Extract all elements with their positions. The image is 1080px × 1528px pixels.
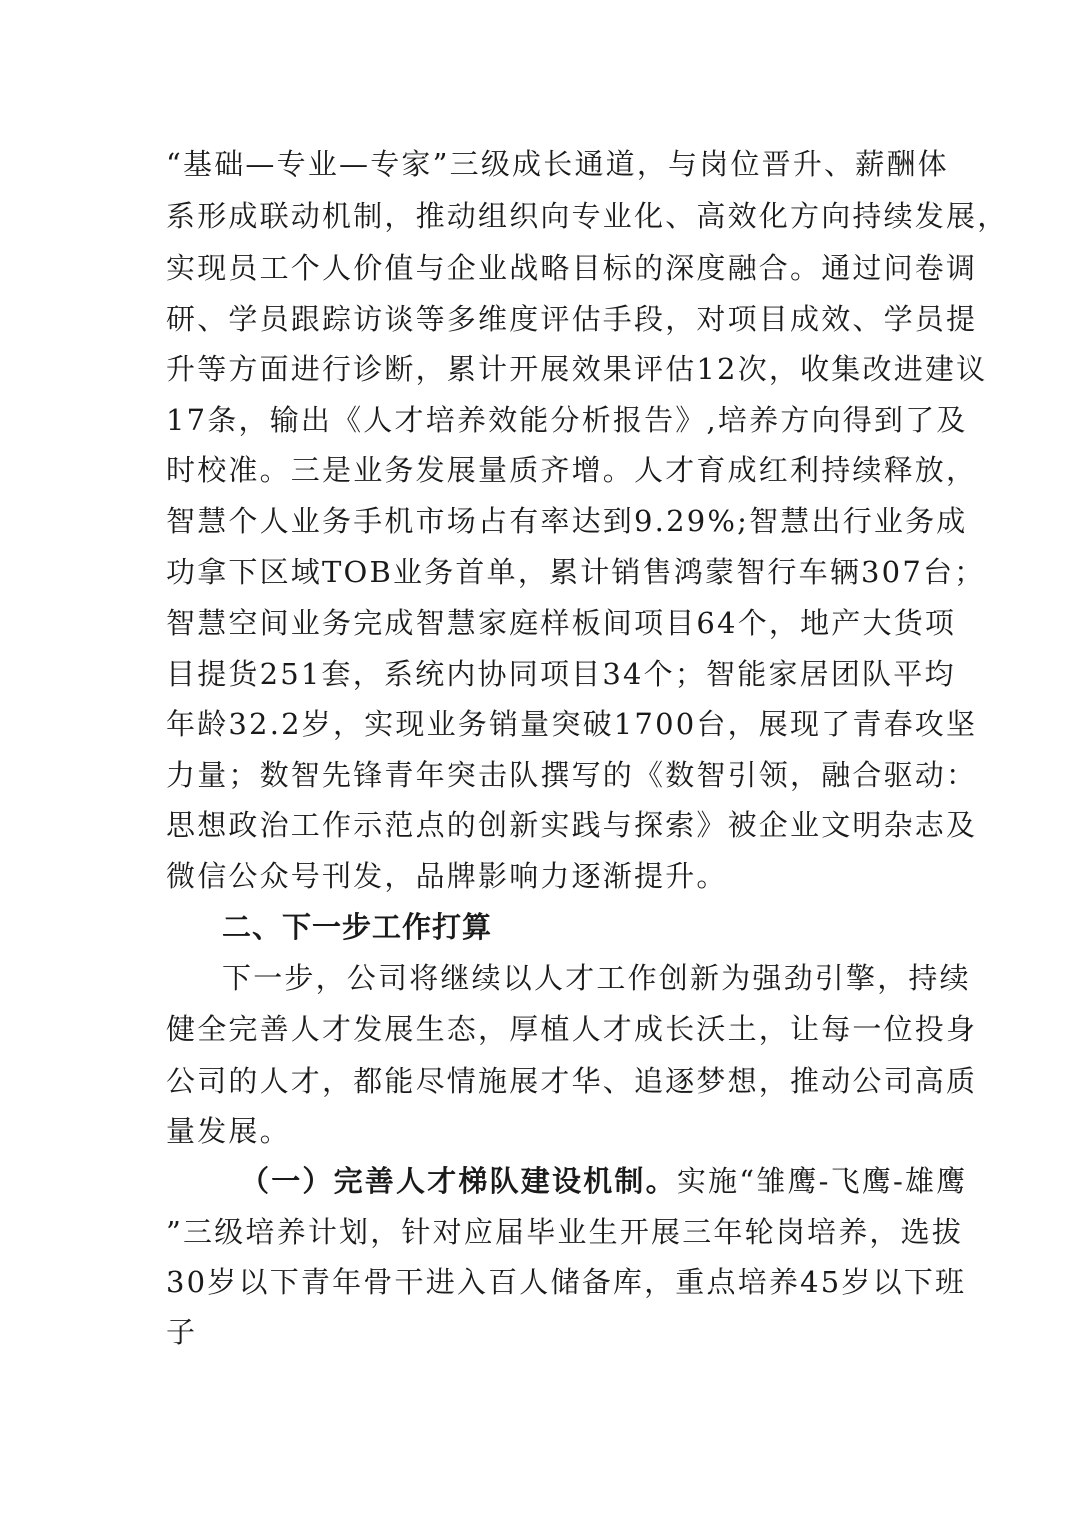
body-text-line: 17条，输出《人才培养效能分析报告》,培养方向得到了及 (166, 403, 968, 437)
body-text-line: 30岁以下青年骨干进入百人储备库，重点培养45岁以下班 (166, 1265, 967, 1299)
body-text-line: “基础—专业—专家”三级成长通道，与岗位晋升、薪酬体 (166, 147, 949, 181)
body-text-line: ”三级培养计划，针对应届毕业生开展三年轮岗培养，选拔 (166, 1215, 964, 1249)
body-text-line: 子 (166, 1315, 198, 1349)
body-text-line: 研、学员跟踪访谈等多维度评估手段，对项目成效、学员提 (166, 302, 978, 336)
body-text-line: 健全完善人才发展生态，厚植人才成长沃土，让每一位投身 (166, 1012, 978, 1046)
body-text-line: 系形成联动机制，推动组织向专业化、高效化方向持续发展， (166, 199, 1009, 233)
body-text-line: 功拿下区域TOB业务首单，累计销售鸿蒙智行车辆307台； (166, 555, 986, 589)
section-heading: 二、下一步工作打算 (222, 910, 493, 944)
body-text-line: 智慧个人业务手机市场占有率达到9.29%;智慧出行业务成 (166, 504, 968, 538)
body-text-line: 年龄32.2岁，实现业务销量突破1700台，展现了青春攻坚 (166, 707, 978, 741)
body-text-line: 目提货251套，系统内协同项目34个；智能家居团队平均 (166, 657, 956, 691)
body-text-line: 公司的人才，都能尽情施展才华、追逐梦想，推动公司高质 (166, 1064, 978, 1098)
body-text-line: 时校准。三是业务发展量质齐增。人才育成红利持续释放， (166, 453, 978, 487)
body-text-line: 升等方面进行诊断，累计开展效果评估12次，收集改进建议 (166, 352, 988, 386)
body-text-line: 力量；数智先锋青年突击队撰写的《数智引领，融合驱动： (166, 758, 978, 792)
body-text-line: 下一步，公司将继续以人才工作创新为强劲引擎，持续 (222, 961, 971, 995)
body-text-line: 智慧空间业务完成智慧家庭样板间项目64个，地产大货项 (166, 606, 957, 640)
subsection-text: 实施“雏鹰-飞鹰-雄鹰 (676, 1164, 968, 1198)
body-text-line: 思想政治工作示范点的创新实践与探索》被企业文明杂志及 (166, 808, 978, 842)
body-text-line: 实现员工个人价值与企业战略目标的深度融合。通过问卷调 (166, 251, 978, 285)
subsection-line (240, 1156, 967, 1206)
body-text-line: 微信公众号刊发，品牌影响力逐渐提升。 (166, 859, 728, 893)
body-text-line: 量发展。 (166, 1114, 291, 1148)
subsection-heading: （一）完善人才梯队建设机制。 (240, 1164, 677, 1198)
